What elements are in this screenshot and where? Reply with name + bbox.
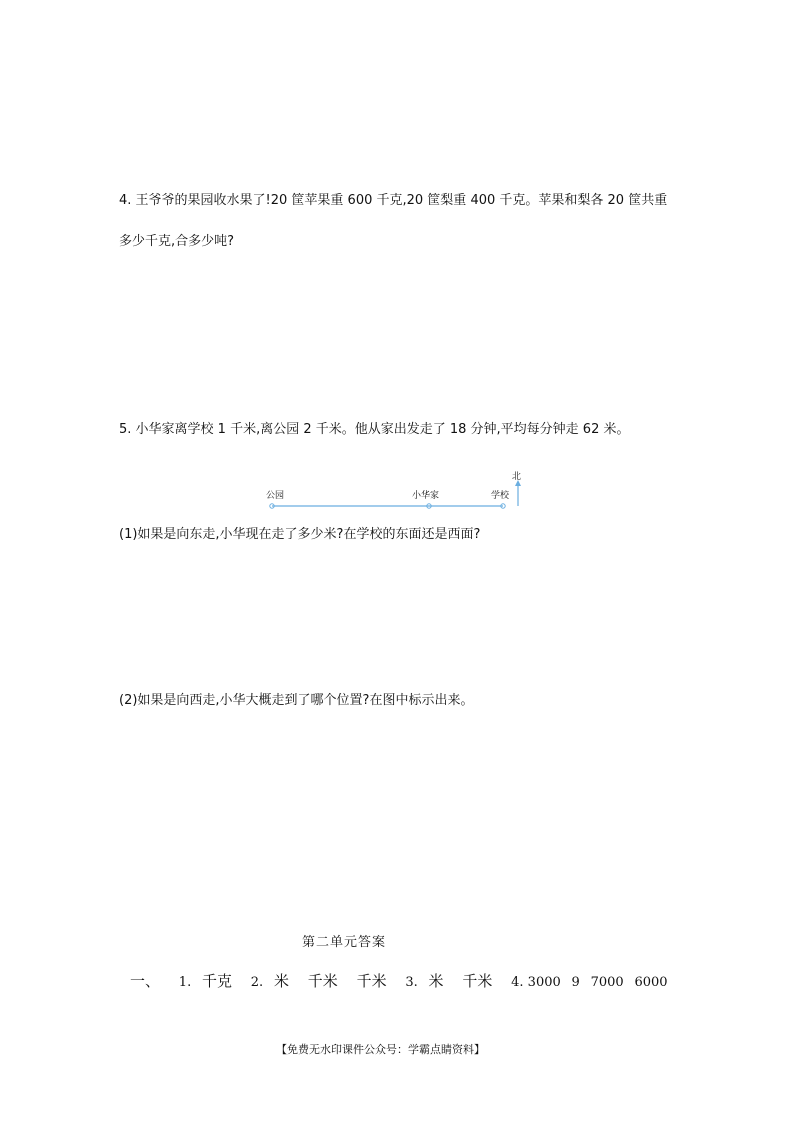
question-5-part-1: (1)如果是向东走,小华现在走了多少米?在学校的东面还是西面?	[119, 527, 481, 542]
route-map-diagram	[262, 470, 532, 520]
answer-item: 米	[428, 972, 444, 990]
answer-item: 7000	[590, 975, 624, 990]
answers-line	[130, 971, 674, 993]
answer-number-2: 2.	[250, 975, 264, 990]
question-4-line-2: 多少千克,合多少吨?	[119, 234, 235, 249]
park-label: 公园	[266, 491, 285, 501]
question-5-stem: 5. 小华家离学校 1 千米,离公园 2 千米。他从家出发走了 18 分钟,平均每分钟走 62 米。	[119, 422, 630, 437]
answers-title: 第二单元答案	[302, 935, 387, 950]
answers-section-label: 一、	[130, 972, 161, 990]
north-label: 北	[512, 472, 522, 482]
footer-watermark-text: 【免费无水印课件公众号：学霸点睛资料】	[276, 1043, 485, 1056]
answer-item: 千米	[356, 972, 387, 990]
school-label: 学校	[491, 491, 510, 501]
answer-item: 6000	[634, 975, 668, 990]
answer-item: 千米	[462, 972, 493, 990]
answer-number-4: 4. 3000	[511, 975, 561, 990]
question-4-line-1: 4. 王爷爷的果园收水果了!20 筐苹果重 600 千克,20 筐梨重 400 千克。苹果和梨各 20 筐共重	[119, 193, 668, 208]
home-label: 小华家	[412, 491, 440, 501]
answer-number-3: 3.	[405, 975, 418, 990]
answer-item: 千克	[201, 972, 232, 990]
answer-number-1: 1.	[178, 975, 192, 990]
question-5-part-2: (2)如果是向西走,小华大概走到了哪个位置?在图中标示出来。	[119, 693, 474, 708]
answer-item: 9	[571, 975, 580, 990]
answer-item: 米	[273, 972, 289, 990]
answer-item: 千米	[307, 972, 338, 990]
